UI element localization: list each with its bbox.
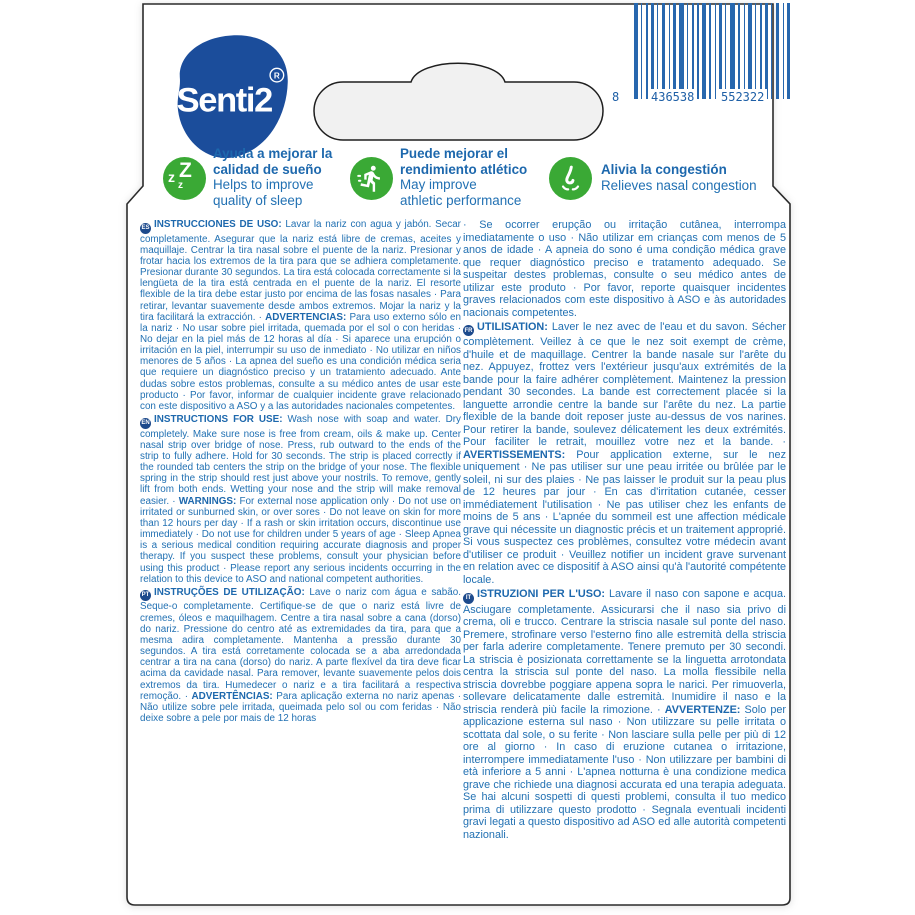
lang-badge-es: ES — [140, 223, 151, 234]
body-text: Pour application externe, sur le nez uniquement · Ne pas utiliser sur une peau irritée ou brûlée par le soleil, ni sur des plaies · Ne pas laisser le produit sur la peau plus de 12 heures par jour · En cas d'irritation cutanée, cesser immédiatement l'utilisation · Ne pas utiliser chez les enfants de moins de 5 ans · L'apnée du sommeil est une affection médicale grave qui nécessite un diagnostic précis et un traitement approprié. Si vous suspectez ces problèmes, consultez votre médecin avant d'utiliser ce produit · Veuillez notifier un incident grave survenant en relation avec ce dispositif à ASO ainsi qu'à l'autorité compétente locale. — [463, 448, 786, 586]
body-text: Lavare il naso con sapone e acqua. Asciugare completamente. Assicurarsi che il naso sia privo di crema, oli e trucco. Centrare la striscia nasale sul ponte del naso. Premere, strofinare verso l'esterno fino alle estremità della striscia per farla aderire completamente. Tenere premuto per 30 secondi. La striscia è posizionata correttamente se la linguetta arrotondata centra la striscia sul ponte del naso. La molla flessibile nella striscia dovrebbe poggiare appena sopra le narici. Per rimuoverla, sollevare delicatamente dalle estremità. Inumidire il naso e la striscia renderà più facile la rimozione. · — [463, 588, 786, 716]
instructions-column-left — [140, 219, 461, 909]
barcode-bar — [651, 3, 654, 99]
section-heading: WARNINGS: — [178, 495, 237, 507]
barcode-bar — [662, 3, 666, 99]
lang-badge-it: IT — [463, 593, 474, 604]
barcode-bar — [755, 3, 756, 99]
barcode-bar — [669, 3, 670, 99]
benefit-primary-line: rendimiento atlético — [400, 161, 528, 177]
section-heading: INSTRUÇÕES DE UTILIZAÇÃO: — [154, 586, 305, 598]
barcode-number-group1: 436538 — [648, 89, 697, 104]
benefit-text-2 — [400, 146, 550, 208]
section-heading: INSTRUCTIONS FOR USE: — [154, 414, 283, 426]
barcode-bar — [776, 3, 780, 99]
barcode-bar — [634, 3, 638, 99]
section-heading: AVVERTENZE: — [664, 703, 741, 716]
barcode-bar — [646, 3, 649, 99]
body-text: Wash nose with soap and water. Dry completely. Make sure nose is free from cream, oils & make up. Center nasal strip over bridge of nose. Press, rub outward to the ends of the strip to fully adhere. Hold for 30 seconds. The strip is placed correctly if the rounded tab centers the strip on the bridge of your nose. The flexible spring in the strip should rest just above your nostrils. To remove, gently lift from both ends. Wetting your nose and the strip will make removal easier. · — [140, 414, 461, 507]
barcode-bar — [692, 3, 695, 99]
section-heading: AVERTISSEMENTS: — [463, 448, 566, 461]
instructions-paragraph-fr — [463, 321, 786, 586]
benefit-primary-line: Ayuda a mejorar la — [213, 146, 333, 161]
benefit-secondary-line: Relieves nasal congestion — [601, 177, 757, 193]
section-heading: ADVERTENCIAS: — [265, 311, 347, 323]
benefit-primary-line: Puede mejorar el — [400, 146, 508, 161]
barcode-bar — [679, 3, 684, 99]
instructions-paragraph-pt — [140, 587, 461, 724]
benefit-secondary-line: May improve — [400, 177, 477, 193]
benefit-primary-line: Alivia la congestión — [601, 162, 727, 177]
barcode-bar — [760, 3, 763, 99]
benefit-secondary-line: Helps to improve — [213, 177, 314, 193]
benefit-secondary-line: quality of sleep — [213, 192, 303, 208]
nose-breathing-icon — [549, 157, 592, 200]
body-text: Solo per applicazione esterna sul naso · Non utilizzare su pelle irritata o scottata dal sole, o su ferite · Non lasciare sulla pelle per più di 12 ore al giorno · In caso di eruzione cutanea o irritazione, interrompere immediatamente l'uso · Non utilizzare per bambini di età inferiore a 5 anni · L'apnea notturna è una condizione medica grave che richiede una diagnosi accurata ed una terapia adeguata. Se hai alcuni sospetti di questi problemi, consulta il tuo medico prima di utilizzare questo prodotto · Segnala eventuali incidenti gravi legati a questo dispositivo ad ASO ed alle autorità competenti nazionali. — [463, 703, 786, 841]
barcode-bar — [719, 3, 722, 99]
runner-icon — [350, 157, 393, 200]
barcode-bar — [744, 3, 745, 99]
barcode-bar — [738, 3, 741, 99]
barcode-bar — [673, 3, 676, 99]
barcode-bar — [702, 3, 706, 99]
logo-text: Senti2 — [176, 81, 272, 120]
barcode-number-group2: 552322 — [718, 89, 767, 104]
barcode-bar — [787, 3, 790, 99]
barcode-bar — [765, 3, 768, 99]
section-heading: ISTRUZIONI PER L'USO: — [477, 588, 606, 601]
barcode-bar — [771, 3, 772, 99]
barcode-bar — [730, 3, 735, 99]
body-text: Lave o nariz com água e sabão. Seque-o completamente. Certifique-se de que o nariz está livre de cremes, óleos e maquilhagem. Centre a tira nasal sobre a cana (dorso) do nariz. Pressione do centro até as extremidades da tira, para que a mesma adira completamente. Mantenha a pressão durante 30 segundos. A tira está corretamente colocada se a aba arredondada centrar a tira na cana (dorso) do nariz. A parte flexível da tira deve ficar acima da cavidade nasal. Para remover, levante suavemente pelos dois extremos da tira. Humedecer o nariz e a tira facilitará a respectiva remoção. · — [140, 586, 461, 702]
benefit-secondary-line: athletic performance — [400, 192, 522, 208]
benefit-primary-line: calidad de sueño — [213, 161, 322, 177]
brand-logo — [158, 28, 296, 164]
instructions-column-right — [463, 219, 786, 909]
barcode-bar — [687, 3, 688, 99]
barcode-bar — [641, 3, 642, 99]
lang-badge-en: EN — [140, 418, 151, 429]
barcode-bars — [634, 3, 790, 99]
barcode-bar — [783, 3, 784, 99]
barcode-bar — [715, 3, 716, 99]
body-text: For external nose application only · Do not use on irritated or sunburned skin, or over sores · Do not leave on skin for more than 12 hours per day · If a rash or skin irritation occurs, discontinue use immediately · Do not use for children under 5 years of age · Sleep Apnea is a serious medical condition requiring accurate diagnosis and proper therapy. If you suspect these problems, consult your physician before using this product · Please report any serious incidents occurring in the relation to this device to ASO and national competent authorities. — [140, 495, 461, 585]
barcode-bar — [657, 3, 658, 99]
body-text: Para uso externo sólo en la nariz · No usar sobre piel irritada, quemada por el sol o con heridas · No dejar en la piel más de 12 horas al día · Si aparece una erupción o irritación en la piel, interrumpir su uso de inmediato · No utilizar en niños menores de 5 años · La apnea del sueño es una condición médica seria que requiere un diagnóstico preciso y un tratamiento adecuado. Ante dudas sobre estos problemas, consulte a su médico antes de usar este producto · Por favor, informar de cualquier incidente grave relacionado con este dispositivo a ASO y a las autoridades nacionales competentes. — [140, 311, 461, 412]
barcode-bar — [697, 3, 698, 99]
body-text: Lavar la nariz con agua y jabón. Secar completamente. Asegurar que la nariz está libre de cremas, aceites y maquillaje. Centrar la tira nasal sobre el puente de la nariz. Presionar y frotar hacia los extremos de la tira para que se adhiera completamente. Presionar durante 30 segundos. La tira está colocada correctamente si la lengüeta de la tira está centrada en el puente de la nariz. El resorte flexible de la tira debe estar justo por encima de las fosas nasales · Para retirar, levantar suavemente desde ambos extremos. Mojar la nariz y la tira facilitará la extracción. · — [140, 219, 461, 323]
instructions-paragraph-en — [140, 414, 461, 585]
barcode-number-first-digit: 8 — [612, 90, 620, 104]
svg-text:R: R — [273, 71, 280, 81]
lang-badge-pt: PT — [140, 590, 151, 601]
barcode-bar — [748, 3, 752, 99]
lang-badge-fr: FR — [463, 325, 474, 336]
section-heading: INSTRUCCIONES DE USO: — [154, 219, 282, 230]
benefit-text-3 — [601, 162, 791, 193]
instructions-paragraph-it — [463, 588, 786, 841]
barcode — [612, 3, 792, 104]
benefit-text-1 — [213, 146, 345, 208]
body-text: Laver le nez avec de l'eau et du savon. Sécher complètement. Veillez à ce que le nez soit exempt de crème, d'huile et de maquillage. Centrer la bande nasale sur l'arête du nez. Appuyez, frottez vers l'extérieur jusqu'aux extrémités de la bande pour la faire adhérer complètement. Maintenez la pression pendant 30 secondes. La bande est correctement placée si la languette arrondie centre la bande sur l'arête du nez. La partie flexible de la bande doit reposer juste au-dessus de vos narines. Pour retirer la bande, soulevez délicatement les deux extrémités. Pour faciliter le retrait, mouillez votre nez et la bande. · — [463, 321, 786, 449]
section-heading: UTILISATION: — [477, 321, 548, 333]
body-text: · Se ocorrer erupção ou irritação cutânea, interrompa imediatamente o uso · Não utilizar em crianças com menos de 5 anos de idade · A apneia do sono é uma condição médica grave que requer diagnóstico preciso e tratamento adequado. Se suspeitar destes problemas, consulte o seu médico antes de utilizar este produto · Por favor, reporte quaisquer incidentes graves relacionados com este dispositivo à ASO e às autoridades nacionais competentes. — [463, 219, 786, 319]
section-heading: ADVERTÊNCIAS: — [191, 690, 273, 702]
barcode-bar — [725, 3, 726, 99]
barcode-bar — [709, 3, 712, 99]
sleep-zzz-icon: Z z z — [163, 157, 206, 200]
instructions-paragraph-es — [140, 219, 461, 412]
instructions-paragraph-continued — [463, 219, 786, 319]
body-text: Para aplicação externa no nariz apenas · Não utilize sobre pele irritada, queimada pelo sol ou com feridas · Não deixe sobre a pele por mais de 12 horas — [140, 690, 461, 724]
